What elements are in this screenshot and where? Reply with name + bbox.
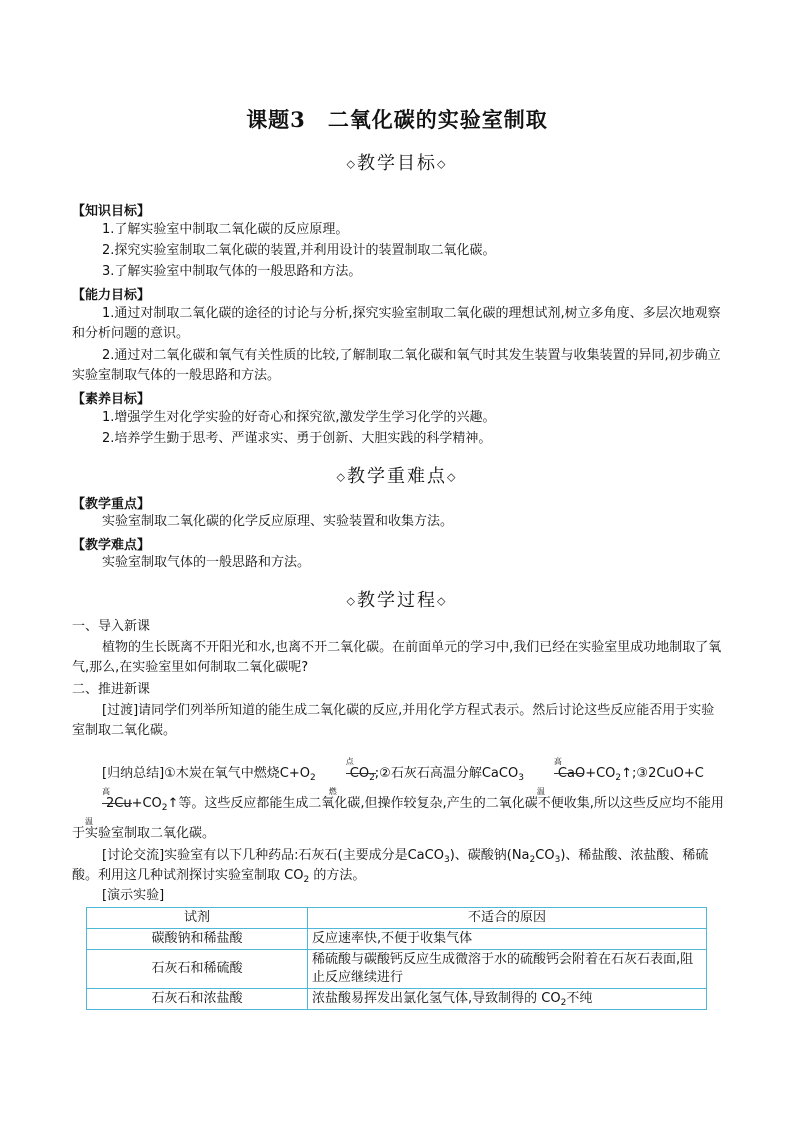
ability-item: 1.通过对制取二氧化碳的途径的讨论与分析,探究实验室制取二氧化碳的理想试剂,树立多角度、多层次地观察和分析问题的意识。: [72, 306, 721, 341]
summary-text: [归纳总结]①木炭在氧气中燃烧$C+O_2$ 点燃 $CO_2;②$石灰石高温分解CaCO$_3$ 高温 $CaO+CO_2↑;③2CuO+C$ 高温 $2Cu+CO_2↑$等。这些反应都能生成二氧化碳,但操作较复杂,产生的二氧化碳不便收集,所以这些反应均不能用于实验室制取二氧化碳。: [72, 757, 724, 841]
reaction-condition: 高温: [524, 759, 558, 789]
knowledge-item: 3.了解实验室中制取气体的一般思路和方法。: [102, 264, 362, 279]
table-row: [87, 950, 707, 989]
difficult-text: 实验室制取气体的一般思路和方法。: [102, 555, 311, 570]
reaction-condition: 高温: [72, 789, 106, 819]
knowledge-item: 1.了解实验室中制取二氧化碳的反应原理。: [102, 222, 349, 237]
page-title: 课题3 二氧化碳的实验室制取: [246, 107, 548, 132]
reagent-cell: 碳酸钠和稀盐酸: [87, 929, 308, 950]
column-header: 不适合的原因: [308, 908, 707, 929]
table-row: [87, 989, 707, 1010]
ability-heading: 【能力目标】: [72, 288, 151, 303]
ability-item: 2.通过对二氧化碳和氧气有关性质的比较,了解制取二氧化碳和氧气时其发生装置与收集装置的异同,初步确立实验室制取气体的一般思路和方法。: [72, 348, 721, 383]
section-process-heading: ◇教学过程◇: [346, 590, 448, 611]
reagent-cell: 石灰石和稀硫酸: [87, 950, 308, 989]
intro-heading: 一、导入新课: [72, 619, 151, 634]
diamond-icon: ◇: [437, 594, 448, 608]
reason-cell: 反应速率快,不便于收集气体: [308, 929, 707, 950]
reaction-condition: 点燃: [316, 759, 350, 789]
column-header: 试剂: [87, 908, 308, 929]
key-heading: 【教学重点】: [72, 497, 151, 512]
reagent-cell: 石灰石和浓盐酸: [87, 989, 308, 1010]
diamond-icon: ◇: [346, 594, 357, 608]
diamond-icon: ◇: [437, 157, 448, 171]
demo-label: [演示实验]: [102, 888, 165, 903]
diamond-icon: ◇: [346, 157, 357, 171]
literacy-item: 1.增强学生对化学实验的好奇心和探究欲,激发学生学习化学的兴趣。: [102, 410, 496, 425]
section-keypoints-heading: ◇教学重难点◇: [336, 466, 458, 487]
reason-cell: 稀硫酸与碳酸钙反应生成微溶于水的硫酸钙会附着在石灰石表面,阻止反应继续进行: [308, 950, 707, 989]
intro-text: 植物的生长既离不开阳光和水,也离不开二氧化碳。在前面单元的学习中,我们已经在实验室里成功地制取了氧气,那么,在实验室里如何制取二氧化碳呢?: [72, 640, 722, 675]
diamond-icon: ◇: [447, 470, 458, 484]
new-lesson-heading: 二、推进新课: [72, 682, 151, 697]
table-row: [87, 929, 707, 950]
transition-text: [过渡]请同学们列举所知道的能生成二氧化碳的反应,并用化学方程式表示。然后讨论这些反应能否用于实验室制取二氧化碳。: [72, 703, 715, 738]
key-text: 实验室制取二氧化碳的化学反应原理、实验装置和收集方法。: [102, 514, 454, 529]
discussion-text: [讨论交流]实验室有以下几种药品:石灰石(主要成分是CaCO$_3$)、碳酸钠$(Na_2CO_3)$、稀盐酸、浓盐酸、稀硫酸。利用这几种试剂探讨实验室制取 $CO_2$ 的方法。: [72, 848, 709, 885]
knowledge-item: 2.探究实验室制取二氧化碳的装置,并利用设计的装置制取二氧化碳。: [102, 243, 496, 258]
literacy-item: 2.培养学生勤于思考、严谨求实、勇于创新、大胆实践的科学精神。: [102, 431, 492, 446]
reagent-table: [86, 907, 707, 1010]
table-header-row: [87, 908, 707, 929]
diamond-icon: ◇: [336, 470, 347, 484]
difficult-heading: 【教学难点】: [72, 538, 151, 553]
section-goals-heading: ◇教学目标◇: [346, 153, 448, 174]
reason-cell: 浓盐酸易挥发出氯化氢气体,导致制得的 $CO_2$不纯: [308, 989, 707, 1010]
literacy-heading: 【素养目标】: [72, 392, 151, 407]
knowledge-heading: 【知识目标】: [72, 204, 151, 219]
